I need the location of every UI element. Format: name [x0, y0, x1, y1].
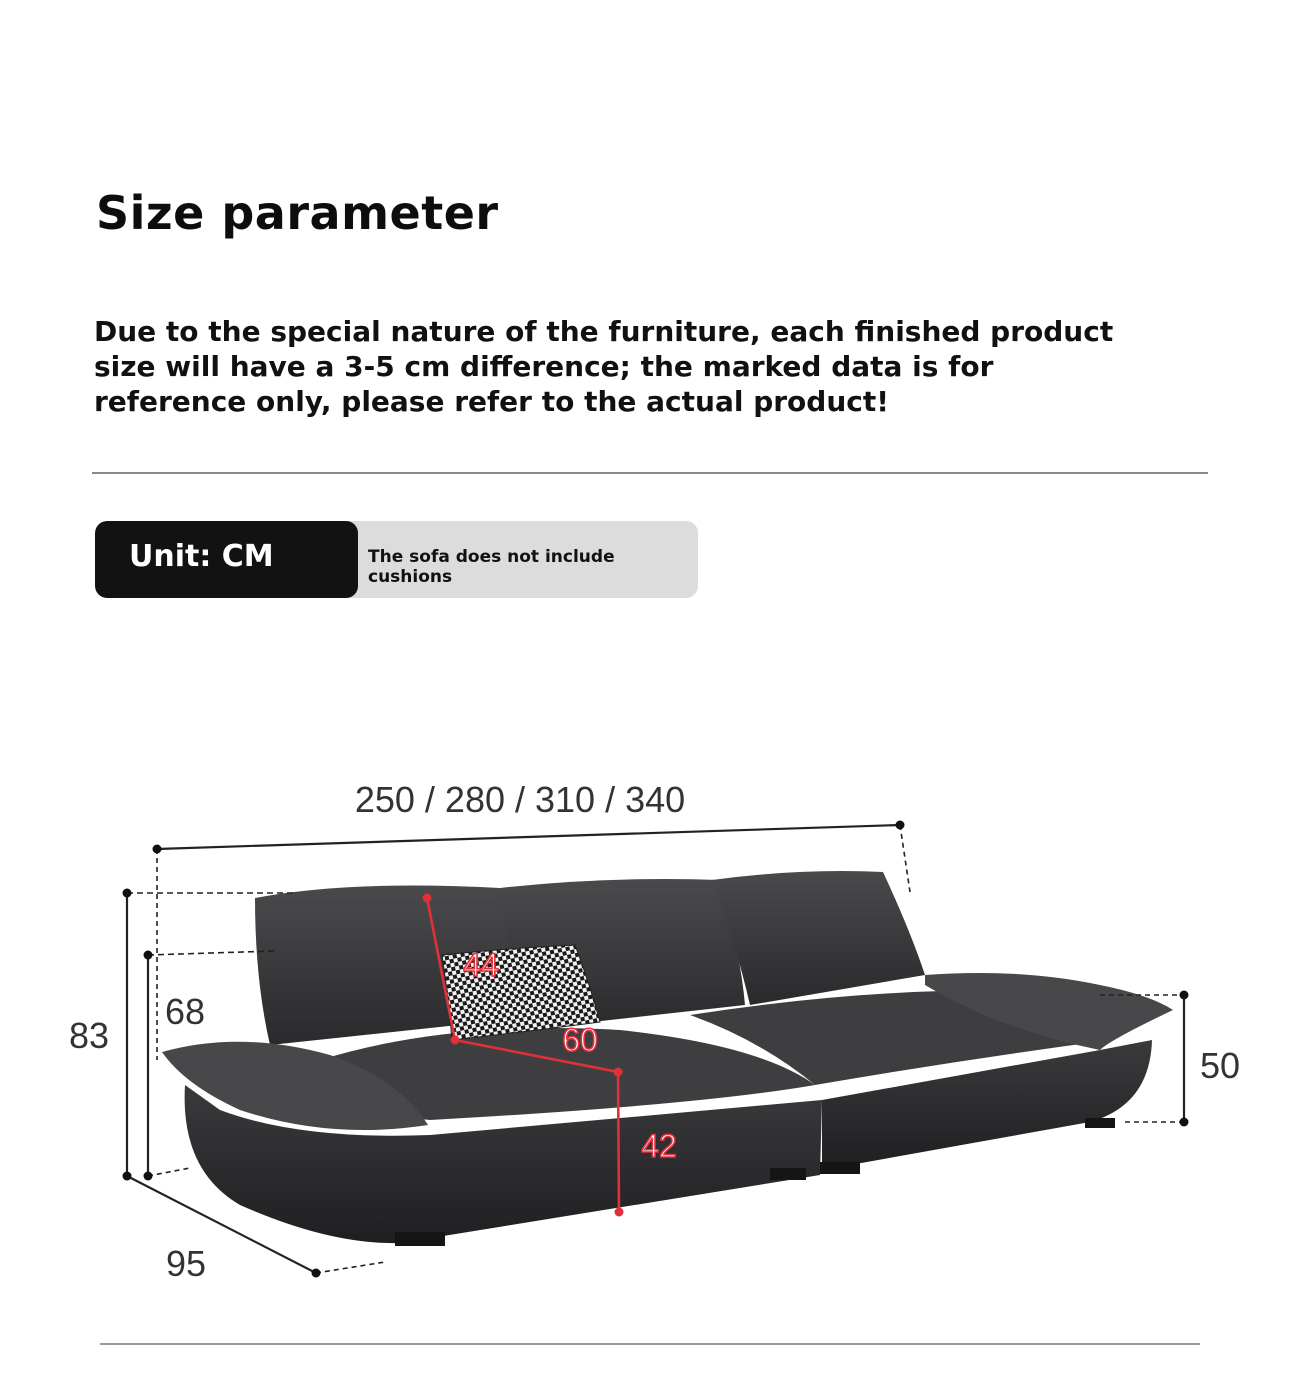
- cushion-note: The sofa does not include cushions: [368, 547, 615, 587]
- back-cushion-label: 44: [463, 947, 499, 983]
- back-height-label: 68: [164, 991, 206, 1032]
- unit-label: Unit: CM: [129, 539, 274, 574]
- seat-depth-label: 60: [562, 1022, 598, 1058]
- length-label: 250 / 280 / 310 / 340: [354, 779, 686, 820]
- depth-label: 95: [165, 1243, 207, 1284]
- sofa-foot: [820, 1162, 860, 1174]
- page-title: Size parameter: [96, 186, 499, 240]
- arm-height-label: 50: [1199, 1045, 1241, 1086]
- sofa-foot: [770, 1168, 806, 1180]
- seat-height-label: 42: [641, 1128, 677, 1164]
- sofa-foot: [1085, 1118, 1115, 1128]
- size-notice: Due to the special nature of the furniture, each finished product size will have a 3-5 cm difference; the marked data is for reference only, please refer to the actual product!: [94, 315, 1114, 418]
- sofa-illustration: [162, 871, 1173, 1246]
- back-cushion-right: [712, 871, 925, 1005]
- bottom-divider: [100, 1343, 1200, 1345]
- total-height-label: 83: [68, 1015, 110, 1056]
- sofa-foot: [395, 1232, 445, 1246]
